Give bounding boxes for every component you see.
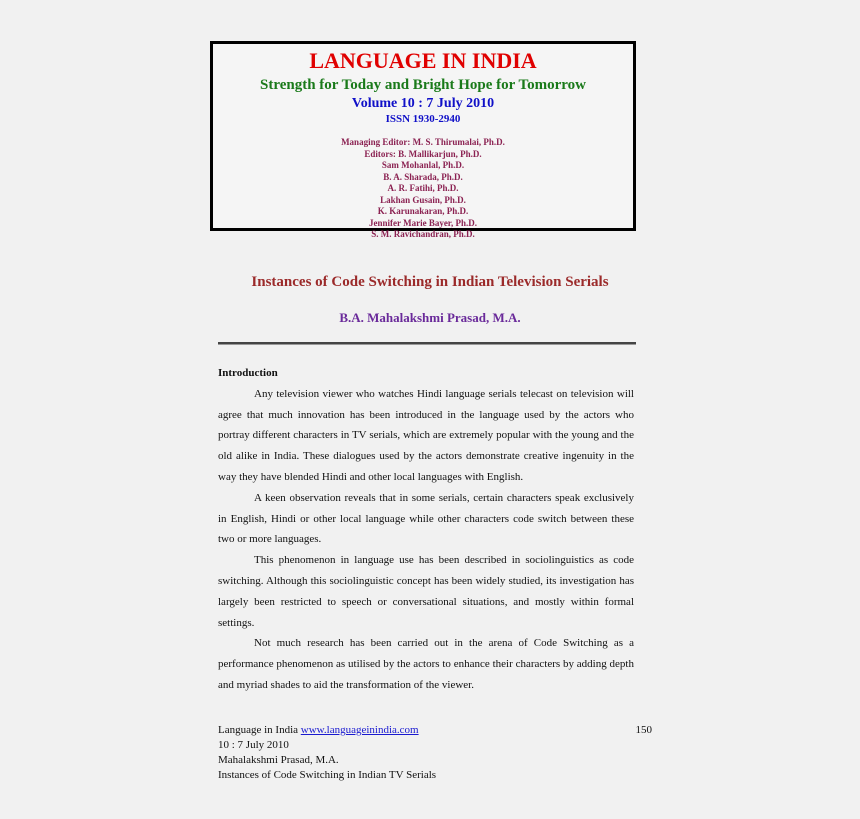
article-title: Instances of Code Switching in Indian Television Serials [251,274,609,290]
journal-masthead [210,41,636,239]
editor-line: B. A. Sharada, Ph.D. [383,171,463,182]
paragraph: Any television viewer who watches Hindi language serials telecast on television will agree that much innovation has been introduced in the language used by the actors who portray different characters in TV serials, which are extremely popular with the young and the old alike in India. These dialogues used by the actors demonstrate creative ingenuity in the way they have blended Hindi and other local languages with English. [218,387,634,483]
page-footer [218,723,652,783]
editor-line: K. Karunakaran, Ph.D. [377,206,469,216]
journal-website-link[interactable]: www.languageinindia.com [300,724,419,736]
journal-tagline: Strength for Today and Bright Hope for Tomorrow [259,77,587,93]
footer-date: 10 : 7 July 2010 [218,739,289,751]
editor-line: Sam Mohanlal, Ph.D. [381,160,465,170]
journal-volume: Volume 10 : 7 July 2010 [351,96,495,111]
editor-list [213,137,633,241]
journal-issn: ISSN 1930-2940 [385,113,461,125]
paragraph: A keen observation reveals that in some serials, certain characters speak exclusively in English, Hindi or other local language while other characters code switch between these two or more languages. [218,491,634,546]
editor-line: Managing Editor: M. S. Thirumalai, Ph.D. [341,137,505,147]
article-author: B.A. Mahalakshmi Prasad, M.A. [339,310,521,325]
section-heading: Introduction [218,367,278,379]
footer-first-row [218,723,652,738]
article-body [218,363,634,696]
editor-line: Editors: B. Mallikarjun, Ph.D. [364,148,482,159]
title-divider [218,342,636,344]
footer-author: Mahalakshmi Prasad, M.A. [218,754,339,766]
footer-short-title: Instances of Code Switching in Indian TV Serials [218,769,437,781]
footer-journal-label: Language in India [218,724,299,736]
paragraph: This phenomenon in language use has been described in sociolinguistics as code switching. Although this sociolinguistic concept has been widely studied, its investigation has largely been restricted to speech or conversational situations, and mostly within formal settings. [218,554,634,629]
paragraph: Not much research has been carried out in the arena of Code Switching as a performance phenomenon as utilised by the actors to enhance their characters by adding depth and myriad shades to aid the transformation of the viewer. [218,637,634,691]
journal-title: LANGUAGE IN INDIA [309,48,537,73]
editor-line: S. M. Ravichandran, Ph.D. [371,229,475,239]
editor-line: Jennifer Marie Bayer, Ph.D. [369,217,477,228]
editor-line: Lakhan Gusain, Ph.D. [380,194,466,205]
editor-line: A. R. Fatihi, Ph.D. [387,183,459,193]
page-number: 150 [635,724,652,736]
footer-journal-line [218,723,419,738]
